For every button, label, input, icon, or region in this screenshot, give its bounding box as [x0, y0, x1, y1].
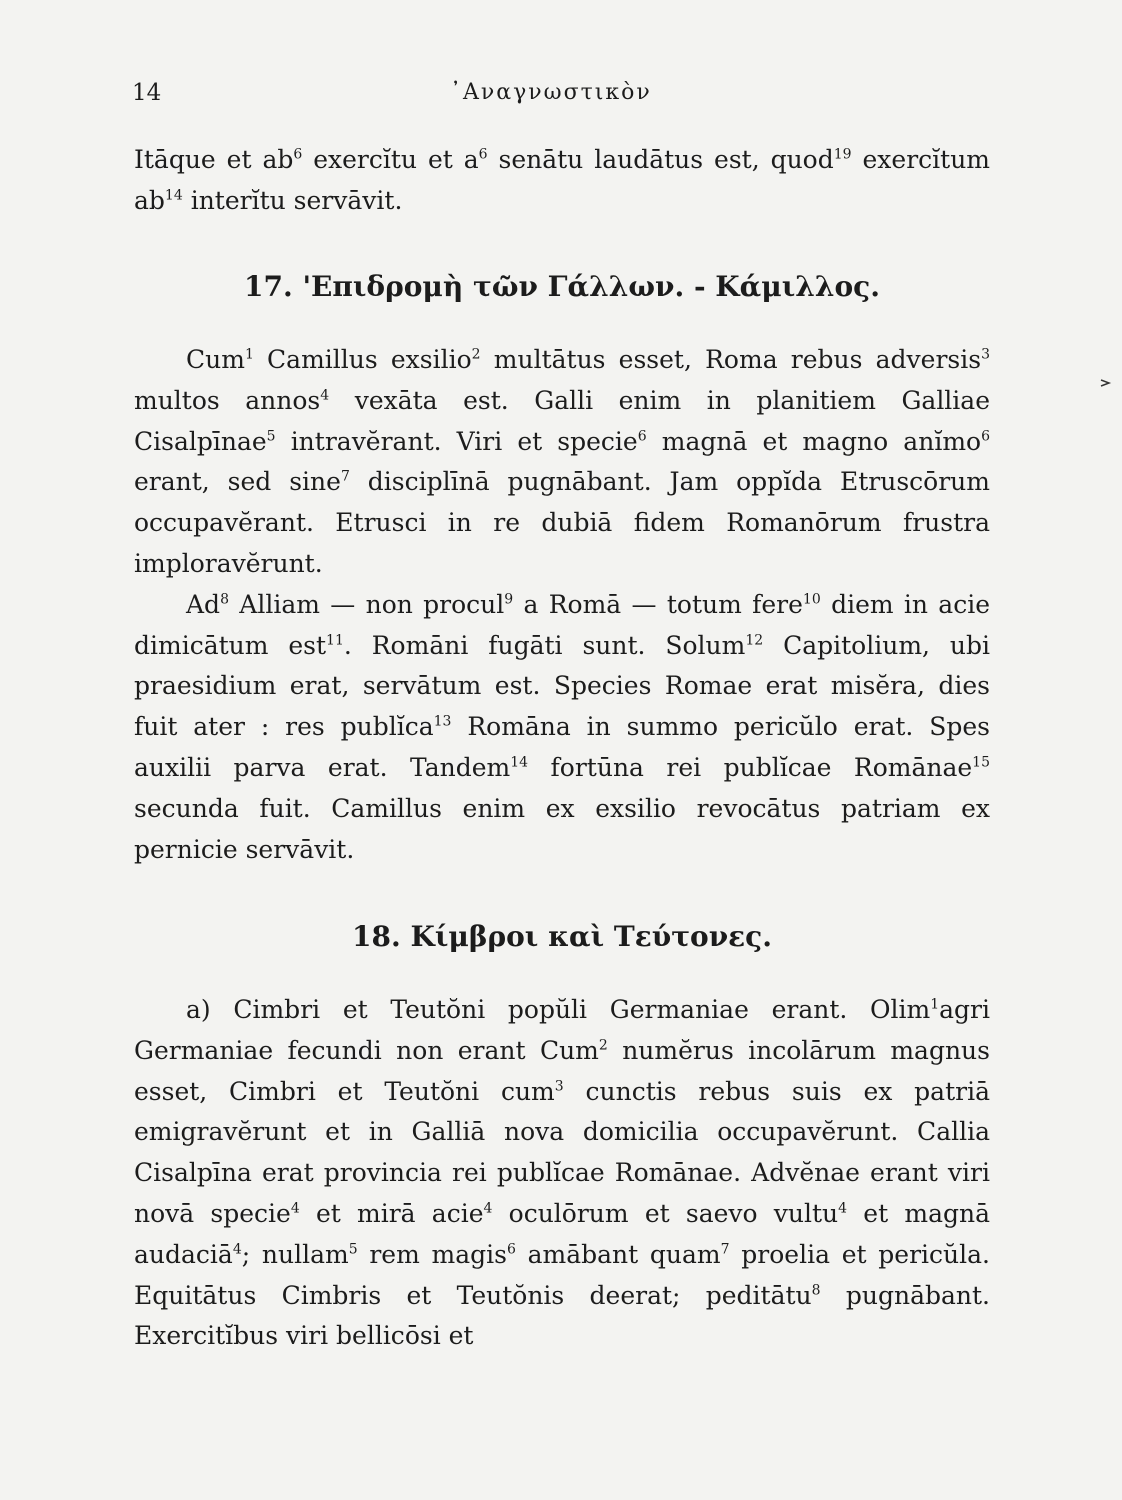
paragraph: Itāque et $ab^6$ exercĭtu et $a^6$ senātu laudātus est, quod$^{19}$ exercĭtum $ab^{14}$ interĭtu servāvit. — [134, 145, 991, 215]
footnote-marker: 1 — [244, 346, 254, 363]
footnote-marker: 14 — [510, 754, 529, 771]
footnote-marker: 6 — [478, 146, 488, 163]
footnote-marker: 4 — [320, 387, 330, 404]
footnote-marker: 1 — [930, 996, 940, 1013]
footnote-marker: 2 — [471, 346, 481, 363]
running-title: ᾿Αναγνωστικὸν — [450, 80, 652, 105]
section-17-body — [134, 340, 990, 870]
section-18-body — [134, 990, 990, 1357]
footnote-marker: 11 — [326, 632, 344, 649]
footnote-marker: 12 — [745, 632, 764, 649]
footnote-marker: 4 — [838, 1200, 848, 1217]
section-17-heading: 17. 'Επιδρομὴ τῶν Γάλλων. - Κάμιλλος. — [244, 270, 880, 303]
footnote-marker: 4 — [232, 1241, 242, 1258]
paragraph: Cum$^1$ Camillus exsilio$^2$ multātus esset, Roma rebus adversis$^3$ multos annos$^4$ vexāta est. Galli enim in planitiem Galliae Cisalpīnae$^5$ intravĕrant. Viri et specie$^6$ magnā et magno anĭmo$^6$ erant, sed sine$^7$ disciplīnā pugnābant. Jam oppĭda Etruscōrum occupavĕrant. Etrusci in re dubiā fidem Romanōrum frustra imploravĕrunt. — [134, 345, 990, 578]
margin-mark-icon — [1100, 378, 1114, 388]
footnote-marker: 13 — [433, 713, 452, 730]
footnote-marker: 7 — [720, 1241, 730, 1258]
footnote-marker: 9 — [504, 591, 514, 608]
footnote-marker: 3 — [554, 1078, 564, 1095]
footnote-marker: 15 — [972, 754, 990, 771]
footnote-marker: 6 — [293, 146, 303, 163]
footnote-marker: 6 — [506, 1241, 516, 1258]
running-head — [132, 80, 992, 116]
footnote-marker: 5 — [266, 428, 276, 445]
footnote-marker: 8 — [811, 1282, 821, 1299]
footnote-marker: 2 — [598, 1037, 608, 1054]
footnote-marker: 7 — [340, 469, 350, 486]
footnote-marker: 10 — [802, 591, 821, 608]
footnote-marker: 6 — [981, 428, 990, 445]
footnote-marker: 3 — [981, 346, 990, 363]
paragraph: Ad$^8$ Alliam — non procul$^9$ a Romā — totum fere$^{10}$ diem in acie dimicātum est$^{11}$. Romāni fugāti sunt. Solum$^{12}$ Capitolium, ubi praesidium erat, servātum est. Species Romae erat misĕra, dies fuit ater : res publĭca$^{13}$ Romāna in summo pericŭlo erat. Spes auxilii parva erat. Tandem$^{14}$ fortūna rei publĭcae Romānae$^{15}$ secunda fuit. Camillus enim ex exsilio revocātus patriam ex pernicie servāvit. — [134, 589, 990, 864]
footnote-marker: 14 — [164, 187, 183, 204]
paragraph: a) Cimbri et Teutŏni popŭli Germaniae erant. Olim$^1$agri Germaniae fecundi non erant Cum$^2$ numĕrus incolārum magnus esset, Cimbri et Teutŏni cum$^3$ cunctis rebus suis ex patriā emigravĕrunt et in Galliā nova domicilia occupavĕrunt. Callia Cisalpīna erat provincia rei publĭcae Romānae. Advĕnae erant viri novā specie$^4$ et mirā acie$^4$ oculōrum et saevo vultu$^4$ et magnā audaciā$^4$; nullam$^5$ rem magis$^6$ amābant quam$^7$ proelia et pericŭla. Equitātus Cimbris et Teutŏnis deerat; peditātu$^8$ pugnābant. Exercitĭbus viri bellicōsi et — [134, 995, 990, 1351]
footnote-marker: 8 — [220, 591, 229, 608]
section-18-heading: 18. Κίμβροι καὶ Τεύτονες. — [352, 920, 772, 953]
footnote-marker: 6 — [637, 428, 647, 445]
page-number: 14 — [132, 80, 162, 106]
top-paragraph-block — [134, 140, 990, 222]
footnote-marker: 4 — [483, 1200, 493, 1217]
footnote-marker: 5 — [348, 1241, 358, 1258]
footnote-marker: 19 — [833, 146, 852, 163]
footnote-marker: 4 — [290, 1200, 300, 1217]
